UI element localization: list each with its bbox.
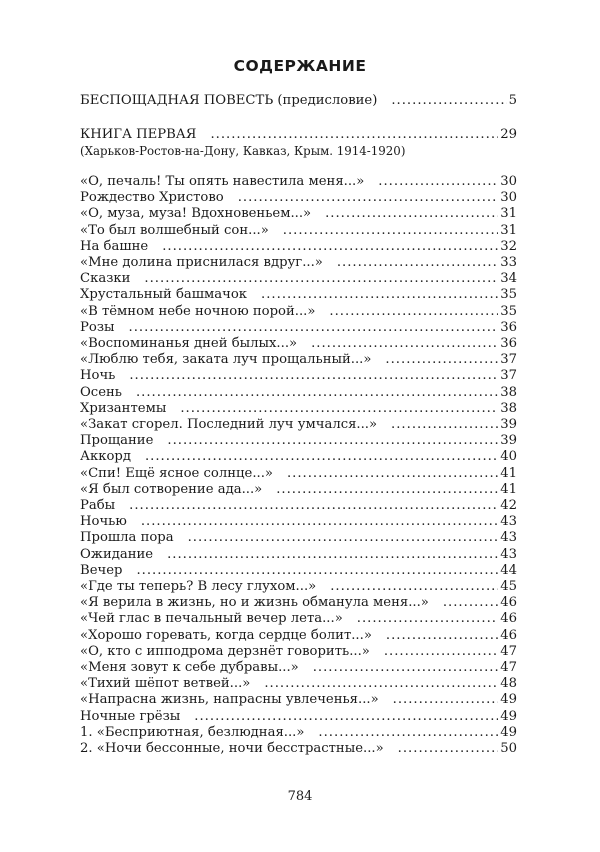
toc-entry-title: «Напрасна жизнь, напрасны увлеченья...» (80, 692, 379, 708)
toc-entry-page: 33 (500, 255, 517, 270)
dot-leader (391, 416, 498, 433)
toc-entry-page: 36 (500, 336, 517, 351)
toc-entry-page: 31 (500, 206, 517, 222)
toc-entry-title: На башне (80, 238, 149, 254)
toc-entry (80, 367, 517, 384)
toc-entry-page: 38 (500, 400, 517, 416)
toc-entry-title: Хризантемы (80, 400, 167, 416)
dot-leader (167, 432, 498, 449)
dot-leader (311, 335, 498, 352)
toc-entry-page: 36 (500, 319, 517, 335)
toc-entry-title: Рождество Христово (80, 190, 224, 206)
toc-entry-page: 43 (500, 546, 517, 562)
toc-entry-title: Сказки (80, 271, 131, 287)
dot-leader (393, 691, 499, 708)
toc-entry (80, 708, 517, 725)
dot-leader (167, 546, 498, 563)
toc-entry-page: 47 (500, 660, 517, 675)
toc-entry-page: 41 (500, 465, 517, 481)
toc-entry-page: 49 (500, 692, 517, 708)
toc-entry (80, 238, 517, 255)
dot-leader (180, 400, 498, 417)
page-title: СОДЕРЖАНИЕ (233, 57, 367, 75)
dot-leader (145, 448, 498, 465)
dot-leader (443, 594, 498, 611)
dot-leader (129, 367, 498, 384)
toc-entry-title: «Закат сгорел. Последний луч умчался...» (80, 417, 378, 432)
toc-entry-page: 39 (500, 433, 517, 449)
toc-entry-title: «О, печаль! Ты опять навестила меня...» (80, 174, 365, 189)
toc-entry-title: «Мне долина приснилася вдруг...» (80, 255, 323, 270)
book-subtitle: (Харьков-Ростов-на-Дону, Кавказ, Крым. 1914-1920) (80, 144, 406, 158)
toc-entry (80, 432, 517, 449)
toc-entry (80, 270, 517, 287)
toc-entry (80, 675, 517, 692)
dot-leader (384, 643, 498, 660)
toc-entry-title: «Меня зовут к себе дубравы...» (80, 660, 299, 675)
dot-leader (264, 675, 498, 692)
dot-leader (144, 270, 498, 287)
dot-leader (329, 303, 498, 320)
toc-entry (80, 335, 517, 352)
toc-entry-page: 50 (500, 741, 517, 756)
toc-entry (80, 319, 517, 336)
toc-entry (80, 416, 517, 433)
toc-entry-page: 5 (508, 93, 517, 108)
toc-entry-title: «Воспоминанья дней былых...» (80, 336, 298, 351)
toc-entry-page: 49 (500, 708, 517, 724)
dot-leader (330, 578, 498, 595)
toc-entry-title: «Спи! Ещё ясное солнце...» (80, 465, 273, 481)
toc-entry (80, 448, 517, 465)
toc-entry-page: 46 (500, 595, 517, 611)
toc-entry (80, 254, 517, 271)
toc-entry-title: Осень (80, 384, 122, 400)
dot-leader (276, 481, 498, 498)
toc-entry-page: 46 (500, 627, 517, 643)
dot-leader (391, 92, 506, 109)
toc-entry-title: «Я верила в жизнь, но и жизнь обманула меня...» (80, 595, 429, 611)
toc-entry-page: 30 (500, 174, 517, 189)
toc-entry-title: Розы (80, 319, 115, 335)
toc-entry (80, 610, 517, 627)
toc-entry (80, 562, 517, 579)
toc-entry-title: 2. «Ночи бессонные, ночи бесстрастные...» (80, 741, 384, 756)
toc-entry-page: 37 (500, 368, 517, 384)
toc-entry-page: 29 (500, 127, 517, 142)
toc-entry (80, 465, 517, 482)
toc-entry-title: Прошла пора (80, 530, 174, 546)
toc-entry-title: «То был волшебный сон...» (80, 222, 269, 238)
toc-entry-title: «О, кто с ипподрома дерзнёт говорить...» (80, 643, 370, 659)
toc-entry (80, 286, 517, 303)
toc-entry-title: Аккорд (80, 449, 131, 465)
toc-entry (80, 724, 517, 741)
dot-leader (136, 562, 498, 579)
toc-entry-title: «Тихий шёпот ветвей...» (80, 676, 251, 692)
toc-entry (80, 384, 517, 401)
dot-leader (313, 659, 498, 676)
dot-leader (162, 238, 498, 255)
toc-entry (80, 578, 517, 595)
dot-leader (385, 351, 498, 368)
toc-entry (80, 497, 517, 514)
dot-leader (337, 254, 498, 271)
dot-leader (357, 610, 498, 627)
toc-entry-preface (80, 92, 517, 109)
dot-leader (238, 189, 499, 206)
toc-entry-title: Ночью (80, 514, 127, 530)
toc-entry-title: Прощание (80, 433, 154, 449)
toc-entry (80, 173, 517, 190)
toc-entry-book (80, 126, 517, 143)
toc-entry-page: 35 (500, 303, 517, 319)
toc-entry (80, 594, 517, 611)
toc-entry-page: 40 (500, 449, 517, 465)
toc-entry (80, 222, 517, 239)
toc-entry (80, 189, 517, 206)
dot-leader (287, 465, 498, 482)
toc-entry-title: Вечер (80, 562, 123, 578)
toc-entry-title: «Хорошо горевать, когда сердце болит...» (80, 627, 372, 643)
toc-entry-page: 37 (500, 352, 517, 368)
toc-entry-title: «Люблю тебя, заката луч прощальный...» (80, 352, 372, 368)
toc-entry-title: «Где ты теперь? В лесу глухом...» (80, 579, 317, 594)
dot-leader (378, 173, 498, 190)
toc-entry-title: БЕСПОЩАДНАЯ ПОВЕСТЬ (предисловие) (80, 93, 378, 108)
toc-entry (80, 529, 517, 546)
toc-entry-page: 47 (500, 643, 517, 659)
dot-leader (188, 529, 499, 546)
dot-leader (136, 384, 498, 401)
toc-entry-page: 35 (500, 287, 517, 303)
dot-leader (129, 497, 498, 514)
dot-leader (318, 724, 498, 741)
toc-entry-page: 43 (500, 530, 517, 546)
toc-entry-page: 48 (500, 676, 517, 692)
toc-entry (80, 351, 517, 368)
toc-entry (80, 627, 517, 644)
dot-leader (210, 126, 498, 143)
toc-entry-page: 30 (500, 190, 517, 206)
toc-entry-page: 38 (500, 384, 517, 400)
toc-entry (80, 481, 517, 498)
dot-leader (261, 286, 498, 303)
toc-entry-title: «Я был сотворение ада...» (80, 481, 263, 497)
toc-entry-title: 1. «Бесприютная, безлюдная...» (80, 724, 305, 740)
dot-leader (325, 205, 498, 222)
toc-entry-page: 49 (500, 724, 517, 740)
toc-entry-title: Рабы (80, 498, 116, 513)
toc-entry-page: 44 (500, 562, 517, 578)
toc-entry-title: «Чей глас в печальный вечер лета...» (80, 611, 343, 627)
dot-leader (141, 513, 498, 530)
toc-entry-page: 42 (500, 498, 517, 513)
toc-entry (80, 205, 517, 222)
toc-entry (80, 643, 517, 660)
toc-entry (80, 400, 517, 417)
toc-entry-title: Ожидание (80, 546, 154, 562)
toc-entry-title: КНИГА ПЕРВАЯ (80, 127, 197, 142)
toc-entry (80, 740, 517, 757)
dot-leader (194, 708, 498, 725)
toc-entry-page: 39 (500, 417, 517, 432)
toc-entry-page: 45 (500, 579, 517, 594)
toc-entry (80, 659, 517, 676)
toc-entry-page: 46 (500, 611, 517, 627)
toc-entry-title: «В тёмном небе ночною порой...» (80, 303, 316, 319)
toc-entry-title: «О, муза, муза! Вдохновеньем...» (80, 206, 312, 222)
toc-entry-page: 31 (500, 222, 517, 238)
toc-entry-page: 34 (500, 271, 517, 287)
toc-entry (80, 513, 517, 530)
dot-leader (129, 319, 499, 336)
toc-entry (80, 691, 517, 708)
toc-entry-title: Хрустальный башмачок (80, 287, 248, 303)
toc-entry-page: 41 (500, 481, 517, 497)
toc-entry-title: Ночь (80, 368, 116, 384)
dot-leader (386, 627, 498, 644)
dot-leader (283, 222, 498, 239)
page-number: 784 (287, 789, 313, 804)
toc-entry-title: Ночные грёзы (80, 708, 181, 724)
toc-entry (80, 303, 517, 320)
toc-entry-page: 32 (500, 238, 517, 254)
toc-entry-page: 43 (500, 514, 517, 530)
toc-entry (80, 546, 517, 563)
dot-leader (398, 740, 499, 757)
